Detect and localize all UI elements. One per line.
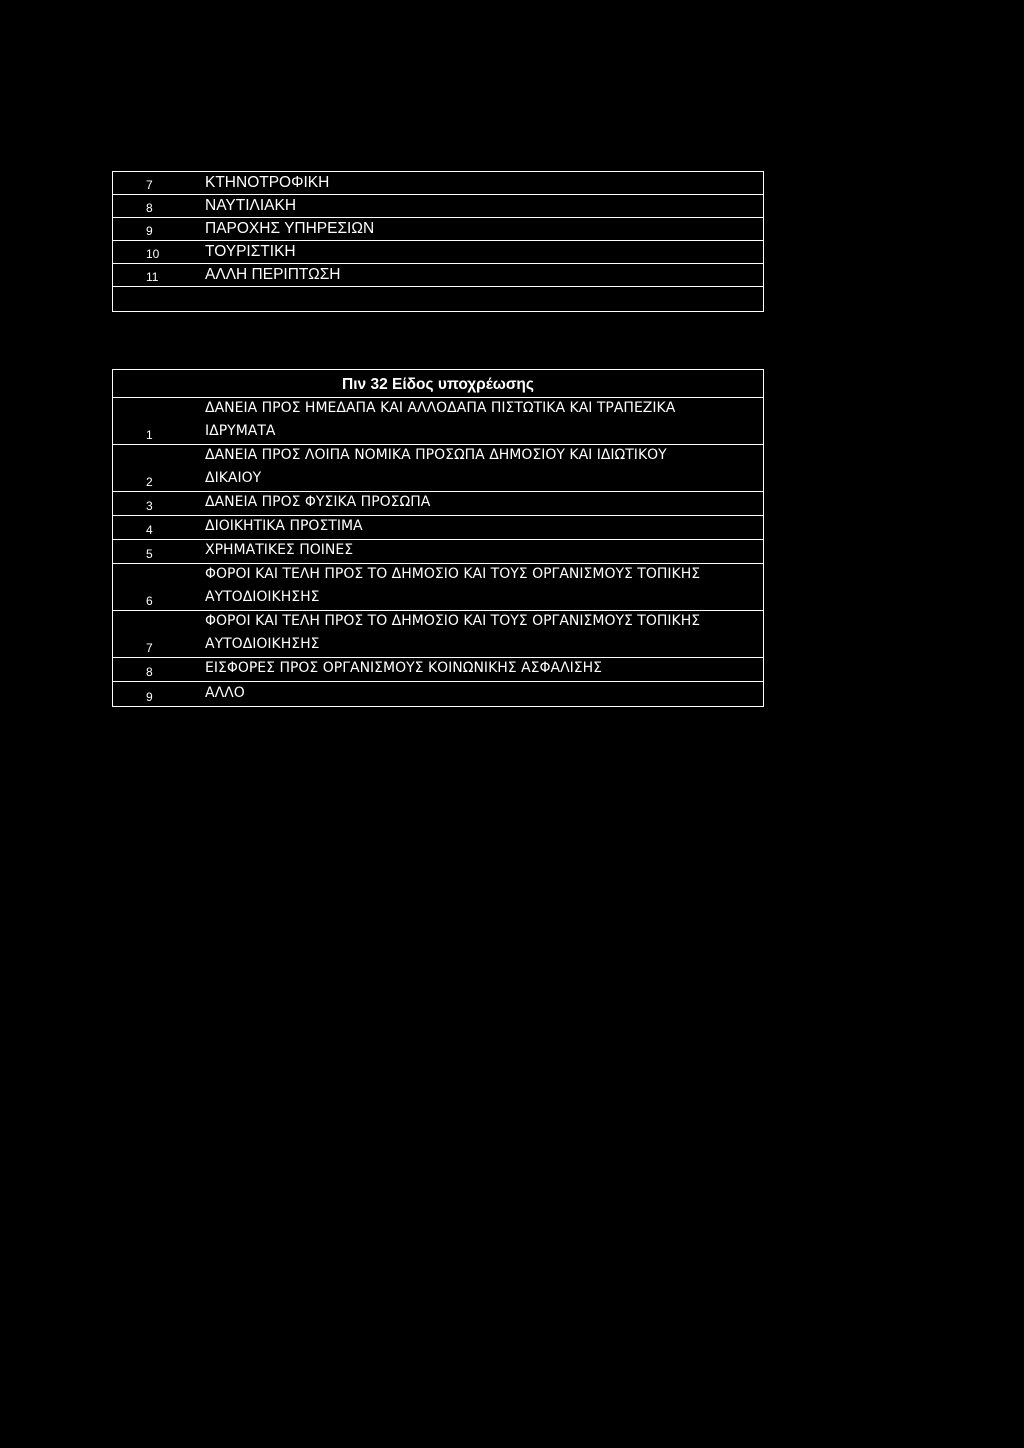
empty-table-row	[113, 287, 763, 311]
row-number: 9	[146, 224, 153, 238]
table-row	[113, 398, 763, 445]
row-number: 7	[146, 641, 153, 655]
table-row	[113, 564, 763, 611]
row-label: ΔΑΝΕΙΑ ΠΡΟΣ ΛΟΙΠΑ ΝΟΜΙΚΑ ΠΡΟΣΩΠΑ ΔΗΜΟΣΙΟΥ ΚΑΙ ΙΔΙΩΤΙΚΟΥ ΔΙΚΑΙΟΥ	[205, 447, 667, 486]
row-label: ΦΟΡΟΙ ΚΑΙ ΤΕΛΗ ΠΡΟΣ ΤΟ ΔΗΜΟΣΙΟ ΚΑΙ ΤΟΥΣ ΟΡΓΑΝΙΣΜΟΥΣ ΤΟΠΙΚΗΣ ΑΥΤΟΔΙΟΙΚΗΣΗΣ	[205, 566, 701, 605]
row-number: 7	[146, 178, 153, 192]
table-row	[113, 172, 763, 195]
row-number: 2	[146, 475, 153, 489]
row-label: ΝΑΥΤΙΛΙΑΚΗ	[205, 197, 297, 214]
table-row	[113, 445, 763, 492]
table-row	[113, 516, 763, 540]
row-number: 4	[146, 523, 153, 537]
row-label: ΚΤΗΝΟΤΡΟΦΙΚΗ	[205, 174, 330, 191]
row-number: 8	[146, 665, 153, 679]
row-label: ΔΑΝΕΙΑ ΠΡΟΣ ΦΥΣΙΚΑ ΠΡΟΣΩΠΑ	[205, 494, 431, 510]
obligation-type-table	[112, 369, 764, 707]
row-label: ΑΛΛΗ ΠΕΡΙΠΤΩΣΗ	[205, 266, 341, 283]
table-row	[113, 682, 763, 706]
table-row	[113, 492, 763, 516]
row-label: ΑΛΛΟ	[205, 685, 245, 701]
row-number: 8	[146, 201, 153, 215]
row-label: ΠΑΡΟΧΗΣ ΥΠΗΡΕΣΙΩΝ	[205, 220, 375, 237]
row-number: 3	[146, 499, 153, 513]
table-title: Πιν 32 Είδος υποχρέωσης	[342, 375, 534, 393]
row-number: 1	[146, 428, 153, 442]
row-number: 6	[146, 594, 153, 608]
table-row	[113, 540, 763, 564]
row-number: 9	[146, 690, 153, 704]
table-row	[113, 611, 763, 658]
row-label: ΔΙΟΙΚΗΤΙΚΑ ΠΡΟΣΤΙΜΑ	[205, 518, 363, 534]
activity-type-table	[112, 171, 764, 312]
row-label: ΔΑΝΕΙΑ ΠΡΟΣ ΗΜΕΔΑΠΑ ΚΑΙ ΑΛΛΟΔΑΠΑ ΠΙΣΤΩΤΙΚΑ ΚΑΙ ΤΡΑΠΕΖΙΚΑ ΙΔΡΥΜΑΤΑ	[205, 400, 676, 439]
row-label: ΧΡΗΜΑΤΙΚΕΣ ΠΟΙΝΕΣ	[205, 542, 354, 558]
table-row	[113, 264, 763, 287]
row-label: ΤΟΥΡΙΣΤΙΚΗ	[205, 243, 296, 260]
row-number: 10	[146, 247, 160, 261]
table-header	[113, 370, 763, 398]
table-row	[113, 241, 763, 264]
row-label: ΦΟΡΟΙ ΚΑΙ ΤΕΛΗ ΠΡΟΣ ΤΟ ΔΗΜΟΣΙΟ ΚΑΙ ΤΟΥΣ ΟΡΓΑΝΙΣΜΟΥΣ ΤΟΠΙΚΗΣ ΑΥΤΟΔΙΟΙΚΗΣΗΣ	[205, 613, 701, 652]
row-label: ΕΙΣΦΟΡΕΣ ΠΡΟΣ ΟΡΓΑΝΙΣΜΟΥΣ ΚΟΙΝΩΝΙΚΗΣ ΑΣΦΑΛΙΣΗΣ	[205, 660, 603, 676]
table-row	[113, 195, 763, 218]
row-number: 11	[146, 270, 159, 284]
table-row	[113, 658, 763, 682]
row-number: 5	[146, 547, 153, 561]
table-row	[113, 218, 763, 241]
